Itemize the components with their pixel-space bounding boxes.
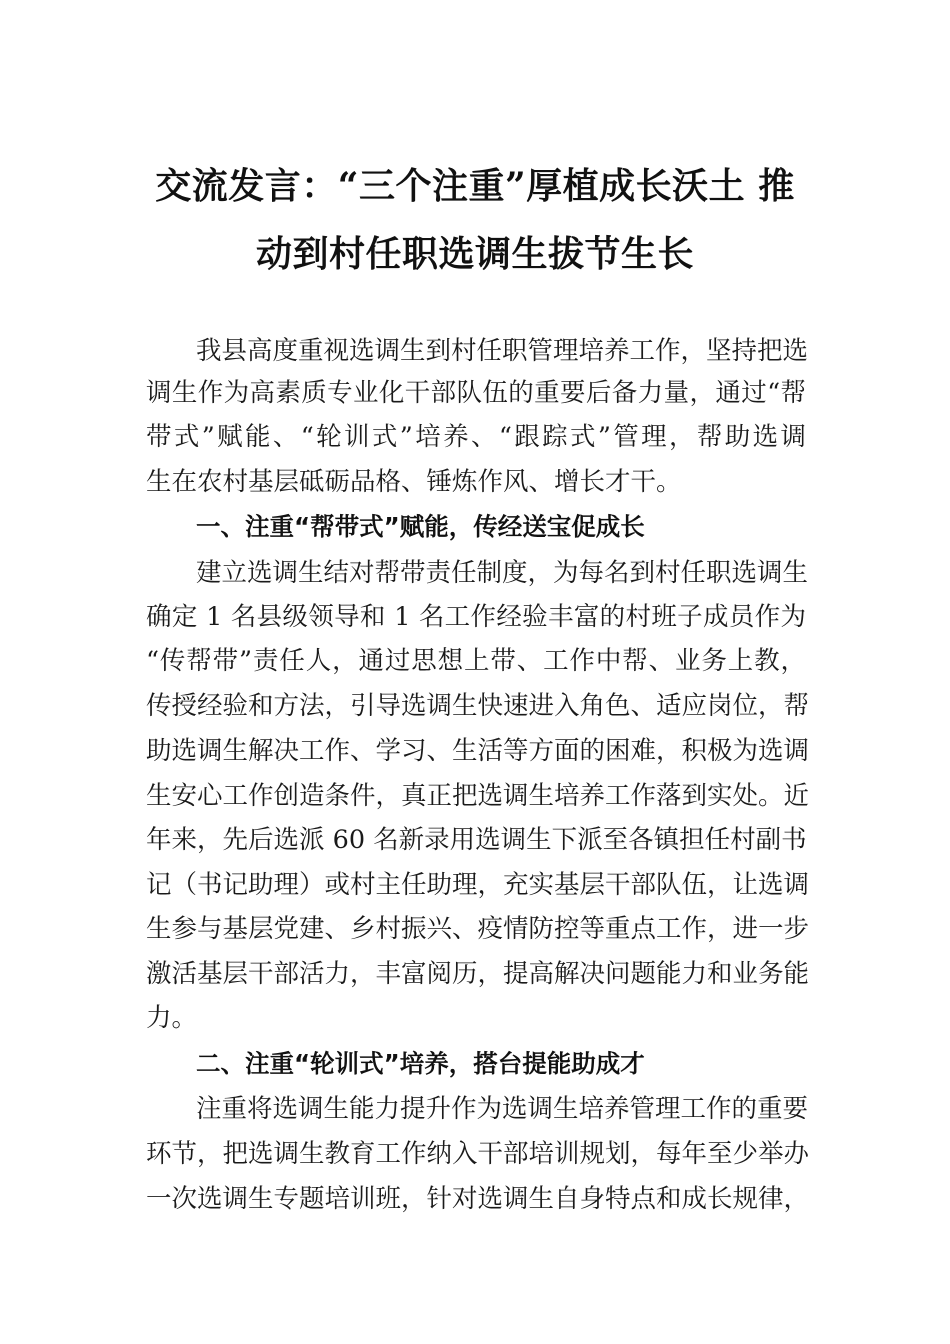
section-1-line: 记（书记助理）或村主任助理，充实基层干部队伍，让选调 <box>146 870 810 900</box>
section-1-line: 助选调生解决工作、学习、生活等方面的困难，积极为选调 <box>146 736 810 766</box>
section-2-line: 环节，把选调生教育工作纳入干部培训规划，每年至少举办 <box>146 1139 810 1169</box>
section-1-line: 生安心工作创造条件，真正把选调生培养工作落到实处。近 <box>146 781 810 811</box>
section-2-line: 注重将选调生能力提升作为选调生培养管理工作的重要 <box>196 1094 809 1124</box>
section-1-line: 激活基层干部活力，丰富阅历，提高解决问题能力和业务能 <box>146 959 810 989</box>
section-1-line: 力。 <box>146 1003 198 1033</box>
section-1-line: 传授经验和方法，引导选调生快速进入角色、适应岗位，帮 <box>146 691 810 721</box>
section-1-heading: 一、注重“帮带式”赋能，传经送宝促成长 <box>196 512 645 541</box>
document-title-line-1: 交流发言：“三个注重”厚植成长沃土 推 <box>155 165 795 207</box>
section-2-line: 一次选调生专题培训班，针对选调生自身特点和成长规律， <box>146 1184 810 1214</box>
document-title-line-2: 动到村任职选调生拔节生长 <box>255 233 694 275</box>
section-2-heading: 二、注重“轮训式”培养，搭台提能助成才 <box>196 1049 645 1078</box>
section-1-line: 年来，先后选派 60 名新录用选调生下派至各镇担任村副书 <box>146 825 807 855</box>
section-1-line: 确定 1 名县级领导和 1 名工作经验丰富的村班子成员作为 <box>146 602 806 632</box>
intro-line: 调生作为高素质专业化干部队伍的重要后备力量，通过“帮 <box>146 378 806 408</box>
intro-line: 我县高度重视选调生到村任职管理培养工作，坚持把选 <box>196 336 809 366</box>
section-1-line: 建立选调生结对帮带责任制度，为每名到村任职选调生 <box>196 558 809 588</box>
section-1-line: “传帮带”责任人，通过思想上带、工作中帮、业务上教， <box>146 646 806 676</box>
section-1-line: 生参与基层党建、乡村振兴、疫情防控等重点工作，进一步 <box>146 914 810 944</box>
intro-line: 带式”赋能、“轮训式”培养、“跟踪式”管理，帮助选调 <box>146 422 806 452</box>
intro-line: 生在农村基层砥砺品格、锤炼作风、增长才干。 <box>146 467 682 497</box>
